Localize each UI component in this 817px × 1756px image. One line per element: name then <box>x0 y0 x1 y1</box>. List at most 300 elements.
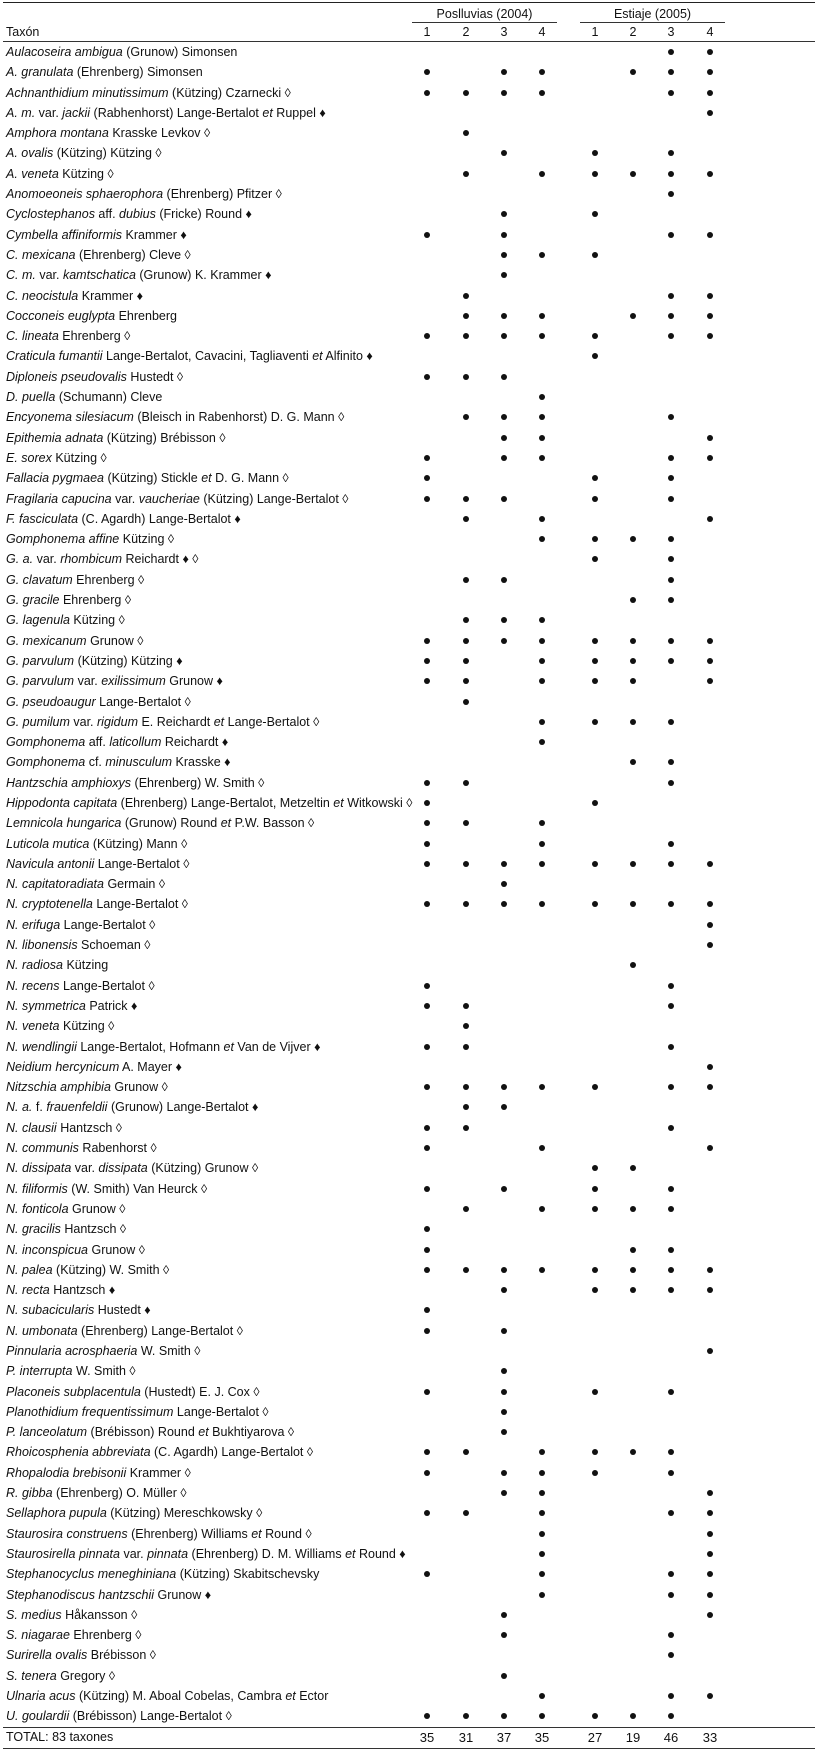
taxon-name-italic: minusculum <box>105 755 173 770</box>
table-row <box>3 265 815 285</box>
table-row <box>3 1686 815 1706</box>
presence-dot <box>424 1044 430 1050</box>
table-row <box>3 549 815 569</box>
presence-dot <box>501 1409 507 1415</box>
presence-dot <box>707 333 713 339</box>
table-row <box>3 306 815 326</box>
table-row <box>3 1240 815 1260</box>
taxon-name-text: Ehrenberg ◊ <box>59 593 131 608</box>
presence-dot <box>424 496 430 502</box>
table-row <box>3 1422 815 1442</box>
presence-dot <box>668 983 674 989</box>
presence-dot <box>707 1084 713 1090</box>
table-row <box>3 367 815 387</box>
presence-dot <box>668 841 674 847</box>
presence-dot <box>463 820 469 826</box>
table-row <box>3 1138 815 1158</box>
presence-dot <box>668 1652 674 1658</box>
table-row <box>3 387 815 407</box>
taxon-name-text: Kützing ◊ <box>119 532 175 547</box>
taxon-name-text: (Kützing) Grunow ◊ <box>147 1161 259 1176</box>
presence-dot <box>424 1713 430 1719</box>
presence-dot <box>707 1693 713 1699</box>
presence-dot <box>592 333 598 339</box>
table-row <box>3 773 815 793</box>
presence-dot <box>539 455 545 461</box>
presence-dot <box>668 719 674 725</box>
taxon-name-italic: et <box>223 1039 234 1054</box>
table-row <box>3 752 815 772</box>
presence-dot <box>668 638 674 644</box>
taxon-name <box>6 1625 141 1645</box>
presence-dot <box>501 901 507 907</box>
taxon-name-text: (Brébisson) Lange-Bertalot ◊ <box>69 1709 232 1724</box>
taxon-name <box>6 468 289 488</box>
presence-dot <box>424 455 430 461</box>
presence-dot <box>463 780 469 786</box>
taxon-name-italic: A. granulata <box>6 65 74 80</box>
taxon-name-text: Krammer ♦ <box>122 227 187 242</box>
presence-dot <box>539 1084 545 1090</box>
taxon-name <box>6 1179 207 1199</box>
taxon-name-text: (W. Smith) Van Heurck ◊ <box>67 1181 208 1196</box>
presence-dot <box>668 69 674 75</box>
table-row <box>3 671 815 691</box>
table-row <box>3 570 815 590</box>
presence-dot <box>463 414 469 420</box>
presence-dot <box>707 658 713 664</box>
taxon-name-text: Hustedt ♦ <box>94 1303 151 1318</box>
taxon-name-text: (Kützing) Lange-Bertalot ◊ <box>199 491 349 506</box>
taxon-name-text: Ruppel ♦ <box>272 105 326 120</box>
presence-dot <box>707 110 713 116</box>
presence-dot <box>630 1206 636 1212</box>
taxon-name-italic: Planothidium frequentissimum <box>6 1404 174 1419</box>
presence-dot <box>463 333 469 339</box>
presence-dot <box>424 475 430 481</box>
taxon-name <box>6 1706 232 1726</box>
taxon-name-text: Krasske Levkov ◊ <box>108 126 211 141</box>
presence-dot <box>501 1673 507 1679</box>
table-row <box>3 712 815 732</box>
presence-dot <box>463 1125 469 1131</box>
table-row <box>3 346 815 366</box>
taxon-name-text: Brébisson ◊ <box>87 1648 156 1663</box>
presence-dot <box>707 1592 713 1598</box>
presence-dot <box>592 861 598 867</box>
taxon-name-text: Håkansson ◊ <box>61 1607 138 1622</box>
presence-dot <box>630 861 636 867</box>
presence-dot <box>463 1084 469 1090</box>
presence-dot <box>592 1389 598 1395</box>
presence-dot <box>424 1510 430 1516</box>
taxon-name-italic: jackii <box>62 105 91 120</box>
table-row <box>3 813 815 833</box>
presence-dot <box>707 232 713 238</box>
taxon-name <box>6 915 155 935</box>
presence-dot <box>501 1429 507 1435</box>
taxon-name-text: Krammer ♦ <box>78 288 143 303</box>
presence-dot <box>707 90 713 96</box>
presence-dot <box>707 942 713 948</box>
presence-dot <box>463 861 469 867</box>
presence-dot <box>668 780 674 786</box>
presence-dot <box>668 1084 674 1090</box>
taxon-name <box>6 590 131 610</box>
presence-dot <box>539 638 545 644</box>
taxon-name-text: Witkowski ◊ <box>343 795 413 810</box>
presence-dot <box>668 901 674 907</box>
taxon-name-text: Grunow ◊ <box>68 1201 126 1216</box>
taxon-name <box>6 489 348 509</box>
taxon-name-text: var. <box>111 491 139 506</box>
taxon-name-italic: Rhopalodia brebisonii <box>6 1465 127 1480</box>
taxon-name-text: Lange-Bertalot ◊ <box>173 1404 269 1419</box>
table-row <box>3 1037 815 1057</box>
table-row <box>3 509 815 529</box>
presence-dot <box>463 1044 469 1050</box>
table-row <box>3 1544 815 1564</box>
table-row <box>3 1605 815 1625</box>
taxon-name <box>6 448 107 468</box>
presence-dot <box>424 1328 430 1334</box>
season-header-row <box>3 3 815 23</box>
table-row <box>3 1179 815 1199</box>
presence-dot <box>668 1713 674 1719</box>
presence-dot <box>539 678 545 684</box>
taxon-name-italic: P. lanceolatum <box>6 1425 88 1440</box>
taxon-name <box>6 1544 406 1564</box>
taxon-name-italic: Lemnicola hungarica <box>6 816 122 831</box>
table-row <box>3 286 815 306</box>
presence-dot <box>668 90 674 96</box>
presence-dot <box>630 1267 636 1273</box>
taxon-name-text: (Ehrenberg) O. Müller ◊ <box>52 1486 187 1501</box>
taxon-name-text: P.W. Basson ◊ <box>231 816 315 831</box>
taxon-name-text: D. G. Mann ◊ <box>211 471 289 486</box>
taxon-name-text: Lange-Bertalot ◊ <box>224 714 320 729</box>
table-row <box>3 143 815 163</box>
table-row <box>3 468 815 488</box>
presence-dot <box>630 658 636 664</box>
presence-dot <box>501 211 507 217</box>
totals-label: TOTAL: 83 taxones <box>6 1729 114 1744</box>
table-row <box>3 164 815 184</box>
presence-dot <box>592 1449 598 1455</box>
presence-dot <box>668 658 674 664</box>
presence-dot <box>707 516 713 522</box>
presence-dot <box>501 313 507 319</box>
total-count: 35 <box>534 1729 550 1745</box>
presence-dot <box>592 800 598 806</box>
presence-dot <box>501 861 507 867</box>
taxon-name-italic: Anomoeoneis sphaerophora <box>6 187 164 202</box>
presence-dot <box>501 496 507 502</box>
presence-dot <box>424 638 430 644</box>
taxon-name-text: cf. <box>85 755 106 770</box>
taxon-name-italic: kamtschatica <box>62 268 136 283</box>
column-number: 1 <box>423 25 431 39</box>
presence-dot <box>424 374 430 380</box>
presence-dot <box>668 1592 674 1598</box>
taxon-name-italic: D. puella <box>6 390 56 405</box>
presence-dot <box>630 759 636 765</box>
presence-dot <box>463 638 469 644</box>
presence-dot <box>463 130 469 136</box>
presence-dot <box>668 1510 674 1516</box>
taxon-name-italic: G. clavatum <box>6 572 73 587</box>
taxon-name-italic: G. pseudoaugur <box>6 694 96 709</box>
taxon-name-text: Ector <box>295 1689 329 1704</box>
presence-dot <box>539 739 545 745</box>
presence-dot <box>668 475 674 481</box>
taxon-name-text: Alfinito ♦ <box>322 349 373 364</box>
presence-dot <box>539 1267 545 1273</box>
taxon-name-text: Hantzsch ◊ <box>56 1120 122 1135</box>
total-count: 19 <box>625 1729 641 1745</box>
taxon-name <box>6 955 108 975</box>
presence-dot <box>630 719 636 725</box>
presence-dot <box>539 1470 545 1476</box>
taxon-name-italic: et <box>213 714 225 729</box>
taxon-name <box>6 610 125 630</box>
taxon-name-text: (Kützing) Kützing ◊ <box>53 146 162 161</box>
taxon-name-italic: Pinnularia acrosphaeria <box>6 1344 138 1358</box>
presence-dot <box>707 313 713 319</box>
taxon-name-text: var. <box>35 105 63 120</box>
presence-dot <box>424 983 430 989</box>
presence-dot <box>463 516 469 522</box>
taxon-name-italic: N. gracilis <box>6 1222 61 1237</box>
taxon-name-italic: G. parvulum <box>6 674 75 689</box>
taxon-name <box>6 1016 114 1036</box>
taxon-name <box>6 1463 191 1483</box>
taxon-name <box>6 204 252 224</box>
taxon-name-text: Bukhtiyarova ◊ <box>208 1425 295 1440</box>
taxon-name-text: var. <box>35 268 63 283</box>
taxon-name-text: var. <box>71 1161 99 1176</box>
taxon-name-text: aff. <box>94 207 120 222</box>
table-row <box>3 1158 815 1178</box>
taxon-name-text: (Kützing) Skabitschevsky <box>176 1567 320 1582</box>
taxon-name <box>6 732 228 752</box>
table-row <box>3 1706 815 1726</box>
taxon-name-italic: N. wendlingii <box>6 1039 77 1054</box>
presence-dot <box>501 1490 507 1496</box>
taxon-name <box>6 123 210 143</box>
taxon-name-italic: S. tenera <box>6 1668 57 1683</box>
taxon-name-italic: C. mexicana <box>6 247 76 262</box>
table-row <box>3 529 815 549</box>
presence-dot <box>592 1713 598 1719</box>
taxon-name-italic: N. symmetrica <box>6 998 86 1013</box>
taxon-name <box>6 346 373 366</box>
taxon-name-italic: Amphora montana <box>6 126 109 141</box>
presence-dot <box>424 1389 430 1395</box>
presence-dot <box>424 1247 430 1253</box>
taxon-name-italic: N. recta <box>6 1283 50 1298</box>
table-row <box>3 1280 815 1300</box>
presence-dot <box>592 496 598 502</box>
taxon-name <box>6 793 412 813</box>
taxon-name-italic: Sellaphora pupula <box>6 1506 107 1521</box>
column-number: 1 <box>591 25 599 39</box>
table-row <box>3 915 815 935</box>
presence-dot <box>463 171 469 177</box>
table-row <box>3 1016 815 1036</box>
table-row <box>3 245 815 265</box>
presence-dot <box>424 90 430 96</box>
taxon-name-text: Grunow ◊ <box>88 1242 145 1257</box>
taxon-name-text: (Grunow) Simonsen <box>122 45 238 59</box>
table-row <box>3 610 815 630</box>
presence-dot <box>424 841 430 847</box>
taxon-name-text: Ehrenberg ◊ <box>58 329 131 344</box>
presence-dot <box>668 759 674 765</box>
presence-dot <box>668 1693 674 1699</box>
taxon-name <box>6 1240 145 1260</box>
taxon-name-text: (Kützing) Brébisson ◊ <box>103 430 226 445</box>
taxon-name-italic: G. mexicanum <box>6 633 87 648</box>
presence-dot <box>668 232 674 238</box>
taxon-name-italic: Hippodonta capitata <box>6 795 118 810</box>
presence-dot <box>668 1247 674 1253</box>
taxon-name <box>6 834 187 854</box>
presence-dot <box>592 658 598 664</box>
table-row <box>3 1361 815 1381</box>
taxon-name-italic: C. m. <box>6 268 36 283</box>
taxon-name-text: Schoeman ◊ <box>77 938 151 953</box>
table-row <box>3 1585 815 1605</box>
table-row <box>3 103 815 123</box>
presence-dot <box>539 1206 545 1212</box>
table-row <box>3 489 815 509</box>
table-row <box>3 955 815 975</box>
taxon-name-text: (Kützing) Stickle <box>103 471 202 486</box>
taxon-name <box>6 83 291 103</box>
table-row <box>3 1524 815 1544</box>
taxon-name-italic: G. gracile <box>6 593 60 608</box>
taxon-name-italic: Ulnaria acus <box>6 1689 76 1704</box>
taxon-name-italic: frauenfeldii <box>46 1100 108 1115</box>
presence-dot <box>630 1165 636 1171</box>
presence-dot <box>539 1145 545 1151</box>
taxon-name <box>6 1645 156 1665</box>
taxon-name <box>6 854 189 874</box>
total-count: 27 <box>587 1729 603 1745</box>
table-row <box>3 1057 815 1077</box>
presence-dot <box>501 252 507 258</box>
presence-dot <box>501 455 507 461</box>
table-row <box>3 326 815 346</box>
taxon-name-italic: Staurosira construens <box>6 1526 128 1541</box>
taxon-name-italic: et <box>345 1546 356 1561</box>
presence-dot <box>592 1165 598 1171</box>
presence-dot <box>630 1247 636 1253</box>
presence-dot <box>707 69 713 75</box>
table-row <box>3 1463 815 1483</box>
taxon-name-text: W. Smith ◊ <box>137 1344 201 1358</box>
taxon-name <box>6 1321 243 1341</box>
presence-dot <box>668 1206 674 1212</box>
presence-dot <box>424 1267 430 1273</box>
presence-dot <box>539 394 545 400</box>
presence-dot <box>668 1287 674 1293</box>
taxon-name-italic: Neidium hercynicum <box>6 1059 120 1074</box>
presence-dot <box>707 1490 713 1496</box>
taxon-name <box>6 1300 151 1320</box>
taxon-name <box>6 1585 211 1605</box>
taxon-name-italic: exilissimum <box>101 674 166 689</box>
presence-dot <box>501 617 507 623</box>
taxon-name-italic: Hantzschia amphioxys <box>6 775 132 790</box>
taxon-name <box>6 549 199 569</box>
taxon-name <box>6 1402 269 1422</box>
presence-dot <box>463 293 469 299</box>
taxon-name-text: (Ehrenberg) Lange-Bertalot, Metzeltin <box>117 795 334 810</box>
presence-dot <box>424 1226 430 1232</box>
table-row <box>3 1382 815 1402</box>
table-row <box>3 854 815 874</box>
taxon-name <box>6 1605 137 1625</box>
presence-dot <box>463 617 469 623</box>
presence-dot <box>501 1084 507 1090</box>
presence-dot <box>592 1186 598 1192</box>
presence-dot <box>592 678 598 684</box>
table-row <box>3 1097 815 1117</box>
taxon-name <box>6 62 203 82</box>
taxon-name <box>6 935 150 955</box>
presence-dot <box>501 638 507 644</box>
taxon-name-italic: N. capitatoradiata <box>6 877 104 892</box>
taxon-name-text: Kützing <box>62 958 109 973</box>
taxon-name-italic: et <box>220 816 232 831</box>
taxon-name-text: (Ehrenberg) Cleve ◊ <box>75 247 191 262</box>
presence-dot <box>539 1713 545 1719</box>
total-count: 35 <box>419 1729 435 1745</box>
taxon-name <box>6 1483 187 1503</box>
taxon-name <box>6 1097 258 1117</box>
taxon-name-text: Ehrenberg <box>115 308 177 323</box>
presence-dot <box>539 1571 545 1577</box>
taxon-name-italic: Diploneis pseudovalis <box>6 369 127 384</box>
taxon-name-italic: S. niagarae <box>6 1628 70 1643</box>
taxon-name <box>6 225 187 245</box>
taxon-name-text: Hantzsch ◊ <box>60 1222 127 1237</box>
taxon-name-italic: et <box>312 349 323 364</box>
presence-dot <box>539 171 545 177</box>
presence-dot <box>668 1389 674 1395</box>
taxon-name-text: Kützing ◊ <box>51 450 107 465</box>
taxon-name-italic: E. sorex <box>6 450 52 465</box>
taxon-name-italic: S. medius <box>6 1607 62 1622</box>
taxon-name <box>6 570 144 590</box>
presence-dot <box>539 841 545 847</box>
presence-dot <box>501 333 507 339</box>
taxon-table <box>3 0 815 1749</box>
table-row <box>3 428 815 448</box>
taxon-name-text: (Ehrenberg) Simonsen <box>73 65 203 80</box>
taxon-name <box>6 387 162 407</box>
presence-dot <box>668 1125 674 1131</box>
taxon-name-text: (Hustedt) E. J. Cox ◊ <box>140 1384 260 1399</box>
taxon-name-text: Krammer ◊ <box>126 1465 191 1480</box>
presence-dot <box>592 556 598 562</box>
presence-dot <box>668 556 674 562</box>
taxon-name-italic: rigidum <box>97 714 138 729</box>
taxon-name-text: Germain ◊ <box>103 877 166 892</box>
taxon-name-italic: A. veneta <box>6 166 59 181</box>
